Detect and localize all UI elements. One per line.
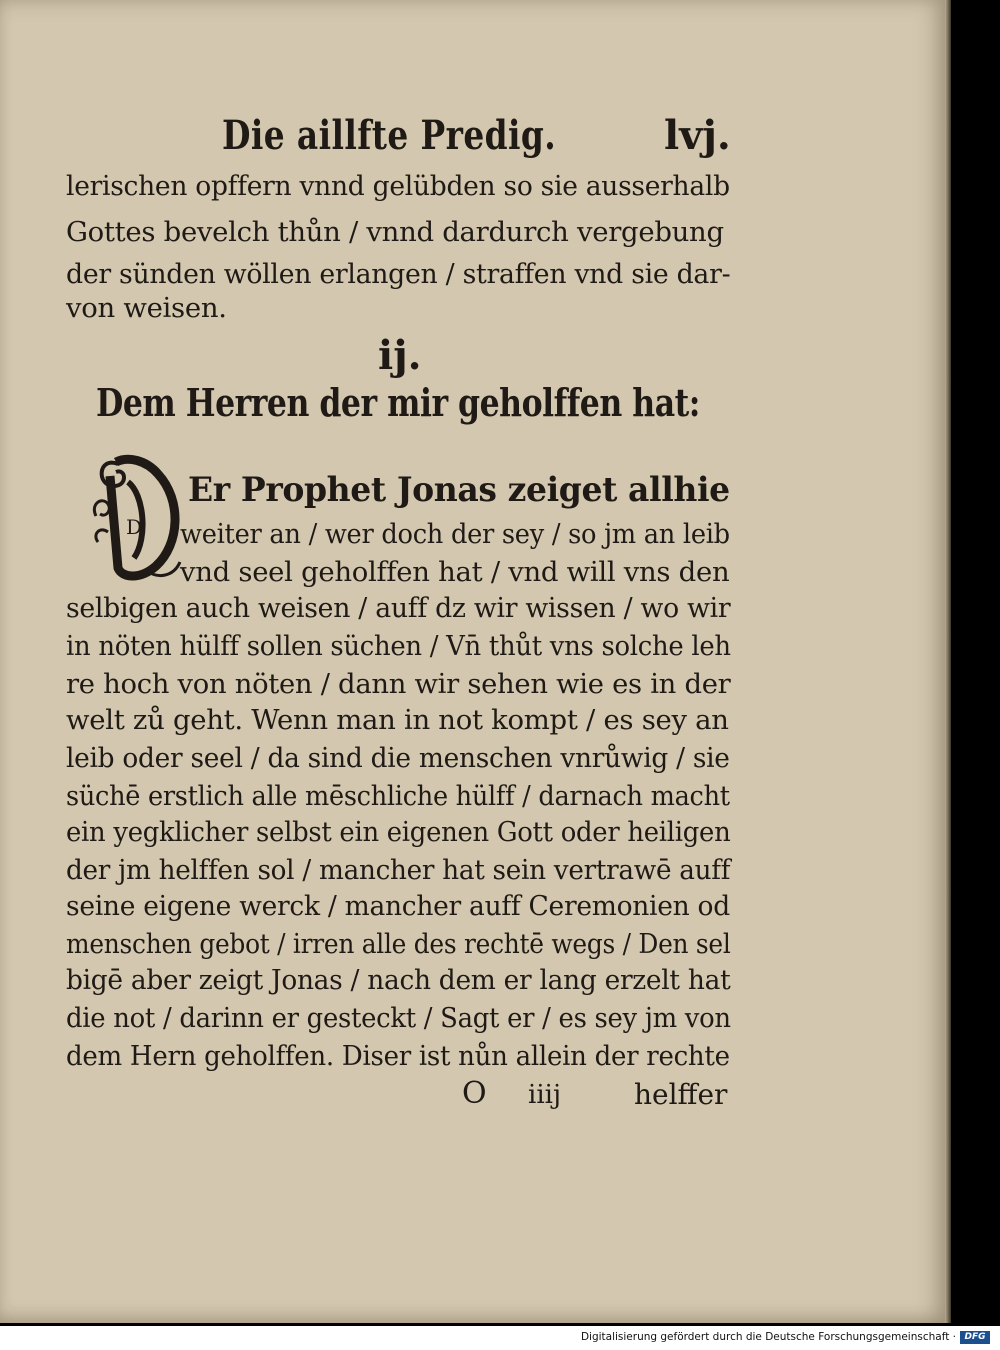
decorated-initial-letter: [88, 446, 184, 582]
digitization-notice: Digitalisierung gefördert durch die Deutsche Forschungsgemeinschaft ·: [580, 1331, 956, 1343]
text-line: von weisen.: [66, 292, 227, 324]
text-line: der jm helffen sol / mancher hat sein vertrawē auff: [66, 854, 731, 886]
text-line: der sünden wöllen erlangen / straffen vnd sie dar-: [66, 258, 731, 290]
text-line: weiter an / wer doch der sey / so jm an leib: [180, 518, 730, 550]
text-line: ein yegklicher selbst ein eigenen Gott oder heiligen: [66, 816, 731, 848]
text-line: dem Hern geholffen. Diser ist nůn allein der rechte: [66, 1040, 730, 1072]
catchword: helffer: [634, 1078, 728, 1111]
initial-letter-text: D: [126, 515, 143, 539]
text-line: Gottes bevelch thůn / vnnd dardurch vergebung: [66, 216, 724, 248]
text-line: welt zů geht. Wenn man in not kompt / es sey an: [66, 704, 729, 736]
section-number: ij.: [378, 332, 422, 379]
digitization-footer: [0, 1326, 1000, 1350]
text-line: süchē erstlich alle mēschliche hülff / darnach macht: [66, 780, 730, 812]
text-line: seine eigene werck / mancher auff Ceremonien od: [66, 890, 730, 922]
text-line: lerischen opffern vnnd gelübden so sie ausserhalb: [66, 170, 730, 202]
folio-number: lvj.: [664, 112, 731, 159]
text-line: bigē aber zeigt Jonas / nach dem er lang erzelt hat: [66, 964, 731, 996]
signature-number: iiij: [528, 1080, 562, 1110]
text-line: leib oder seel / da sind die menschen vnrůwig / sie: [66, 742, 730, 774]
text-line: Er Prophet Jonas zeiget allhie: [188, 470, 730, 510]
text-line: menschen gebot / irren alle des rechtē wegs / Den sel: [66, 928, 731, 960]
running-head: Die aillfte Predig.: [222, 112, 557, 159]
text-line: re hoch von nöten / dann wir sehen wie es in der: [66, 668, 731, 700]
text-line: vnd seel geholffen hat / vnd will vns den: [180, 556, 730, 588]
text-line: selbigen auch weisen / auff dz wir wissen / wo wir: [66, 592, 731, 624]
text-line: in nöten hülff sollen süchen / Vn̄ thůt vns solche leh: [66, 630, 731, 662]
page-edge-shadow: [945, 0, 951, 1323]
signature-mark: O: [462, 1076, 487, 1111]
dfg-logo: DFG: [960, 1331, 990, 1344]
text-line: die not / darinn er gesteckt / Sagt er / es sey jm von: [66, 1002, 731, 1034]
section-heading: Dem Herren der mir geholffen hat:: [96, 380, 700, 425]
